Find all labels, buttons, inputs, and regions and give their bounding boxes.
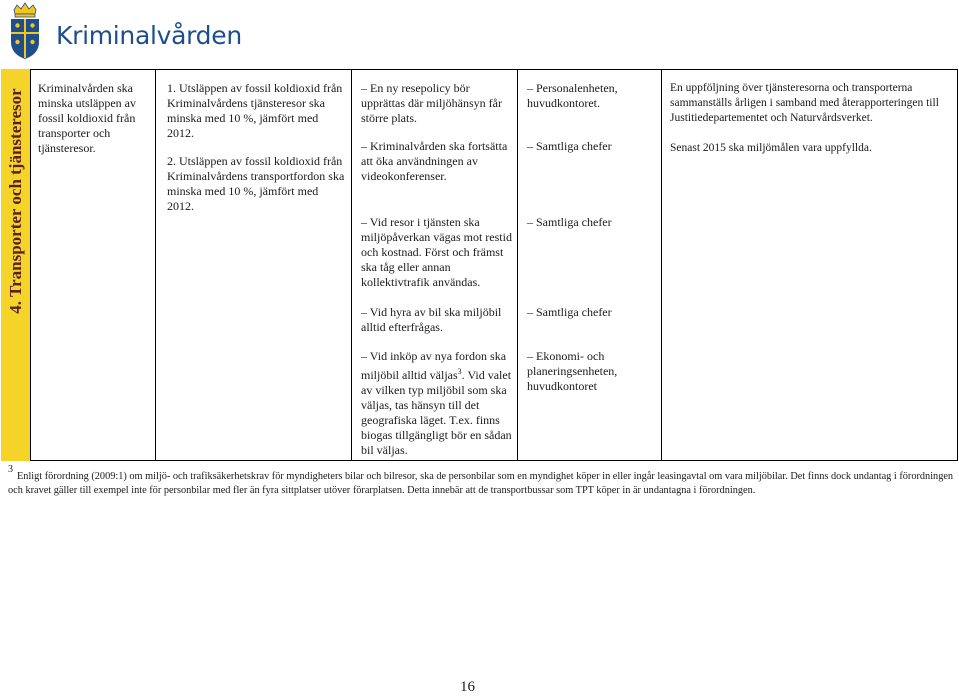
logo-wordmark: Kriminalvården — [56, 21, 242, 50]
followup-text: Senast 2015 ska miljömålen vara uppfyllda. — [670, 142, 872, 154]
section-title-text: 4. Transporter och tjänsteresor — [6, 88, 25, 314]
responsible-item: – Personalenheten, huvudkontoret. — [527, 81, 618, 110]
action-item-text: – Vid inköp av nya fordon ska miljöbil alltid väljas — [361, 349, 507, 382]
page-number: 16 — [460, 679, 475, 695]
responsible-item: – Ekonomi- och planeringsenheten, huvudkontoret — [527, 349, 618, 393]
column-divider — [661, 69, 662, 461]
footnote — [8, 464, 954, 498]
action-item-text: . Vid valet av vilken typ miljöbil som ska väljas, tas hänsyn till det geografiska läget. T.ex. finns biogas tillgängligt bör en sådan bil väljas. — [361, 368, 512, 457]
column-divider — [517, 69, 518, 461]
action-item: – Vid hyra av bil ska miljöbil alltid efterfrågas. — [361, 305, 502, 334]
footnote-reference: 3 — [457, 367, 462, 376]
followup-text: En uppföljning över tjänsteresorna och transporterna sammanställs årligen i samband med återapporteringen till Justitiedepartementet och Naturvårdsverket. — [670, 82, 939, 124]
targets-cell — [167, 81, 347, 213]
footnote-marker: 3 — [8, 464, 13, 475]
column-divider — [155, 69, 156, 461]
target-item: 2. Utsläppen av fossil koldioxid från Kriminalvårdens transportfordon ska minska med 10 %, jämfört med 2012. — [167, 154, 345, 213]
target-item: 1. Utsläppen av fossil koldioxid från Kriminalvårdens tjänsteresor ska minska med 10 %, jämfört med 2012. — [167, 81, 343, 140]
action-item: – Kriminalvården ska fortsätta att öka användningen av videokonferenser. — [361, 139, 508, 183]
section-band — [1, 69, 31, 461]
footnote-text: Enligt förordning (2009:1) om miljö- och trafiksäkerhetskrav för myndigheters bilar och bilresor, ska de personbilar som en myndighet köper in eller ingår leasingavtal om vara miljöbilar. Det finns dock undantag i förordningen och kravet gäller till exempel inte för personbilar med fler än fyra sittplatser utöver förarplatsen. Detta innebär att de transportbussar som TPT köper in är undantagna i förordningen. — [8, 471, 954, 496]
goal-text: Kriminalvården ska minska utsläppen av fossil koldioxid från transporter och tjänsteresor. — [38, 81, 136, 155]
header — [6, 2, 306, 64]
crown-shield-logo-icon — [8, 2, 42, 60]
action-item — [361, 349, 513, 458]
responsible-item: – Samtliga chefer — [527, 305, 612, 319]
column-divider — [351, 69, 352, 461]
responsible-item: – Samtliga chefer — [527, 139, 612, 153]
goal-cell — [38, 81, 150, 156]
section-title — [1, 69, 31, 461]
responsible-item: – Samtliga chefer — [527, 215, 612, 229]
action-item: – En ny resepolicy bör upprättas där miljöhänsyn får större plats. — [361, 81, 502, 125]
action-item: – Vid resor i tjänsten ska miljöpåverkan vägas mot restid och kostnad. Först och främst ska tåg eller annan kollektivtrafik användas. — [361, 215, 512, 289]
followup-cell — [670, 81, 954, 156]
